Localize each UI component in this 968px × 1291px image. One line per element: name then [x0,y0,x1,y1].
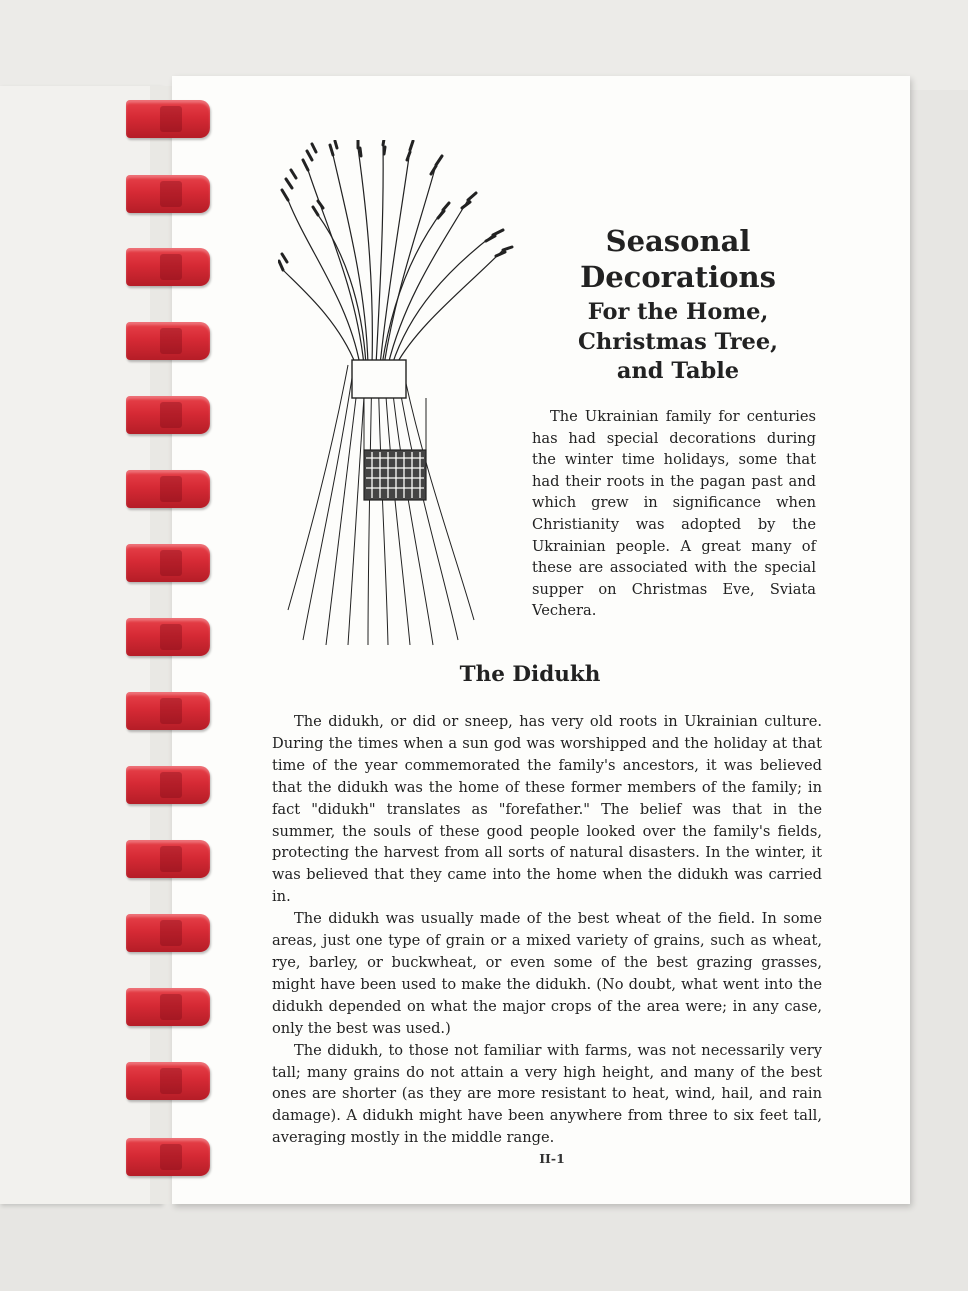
section-heading: The Didukh [459,662,601,687]
binding-coil [126,618,210,656]
binding-coil [126,766,210,804]
body-paragraph: The didukh, to those not familiar with farms, was not necessarily very tall; many grains do not attain a very high height, and many of the best ones are shorter (as they are more resistant to heat, wind, hail, and rain damage). A didukh might have been anywhere from three to six feet tall, averaging mostly in the middle range. [272,1041,822,1147]
binding-coil [126,100,210,138]
page-title-line2: Decorations [580,260,776,294]
binding-coil [126,175,210,213]
binding-coil [126,1138,210,1176]
binding-coil [126,914,210,952]
page-subtitle-line2: Christmas Tree, [577,329,779,355]
didukh-wheat-sheaf-illustration [278,140,514,650]
page-subtitle-line1: For the Home, [587,299,769,325]
page-number: II-1 [539,1151,565,1166]
intro-paragraph: The Ukrainian family for centuries has had special decorations during the winter time holidays, some that had their roots in the pagan past and which grew in significance when Christianity was adopted by the Ukrainian people. A great many of these are associated with the special supper on Christmas Eve, Sviata Vechera. [532,408,816,620]
binding-coil [126,322,210,360]
page-title-line1: Seasonal [605,224,751,258]
binding-coil [126,396,210,434]
binding-coil [126,248,210,286]
binding-coil [126,1062,210,1100]
page-subtitle-line3: and Table [616,358,740,384]
binding-coil [126,470,210,508]
binding-coil [126,840,210,878]
body-text [272,711,822,1149]
binding-coil [126,988,210,1026]
body-paragraph: The didukh was usually made of the best wheat of the field. In some areas, just one type of grain or a mixed variety of grains, such as wheat, rye, barley, or buckwheat, or even some of the best grazing grasses, might have been used to make the didukh. (No doubt, what went into the didukh depended on what the major crops of the area were; in any case, only the best was used.) [272,910,822,1037]
binding-coil [126,544,210,582]
body-paragraph: The didukh, or did or sneep, has very old roots in Ukrainian culture. During the times when a sun god was worshipped and the holiday at that time of the year commemorated the family's ancestors, it was believed that the didukh was the home of these former members of the family; in fact "didukh" translates as "forefather." The belief was that in the summer, the souls of these good people looked over the family's fields, protecting the harvest from all sorts of natural disasters. In the winter, it was believed that they came into the home when the didukh was carried in. [272,713,822,906]
binding-coil [126,692,210,730]
